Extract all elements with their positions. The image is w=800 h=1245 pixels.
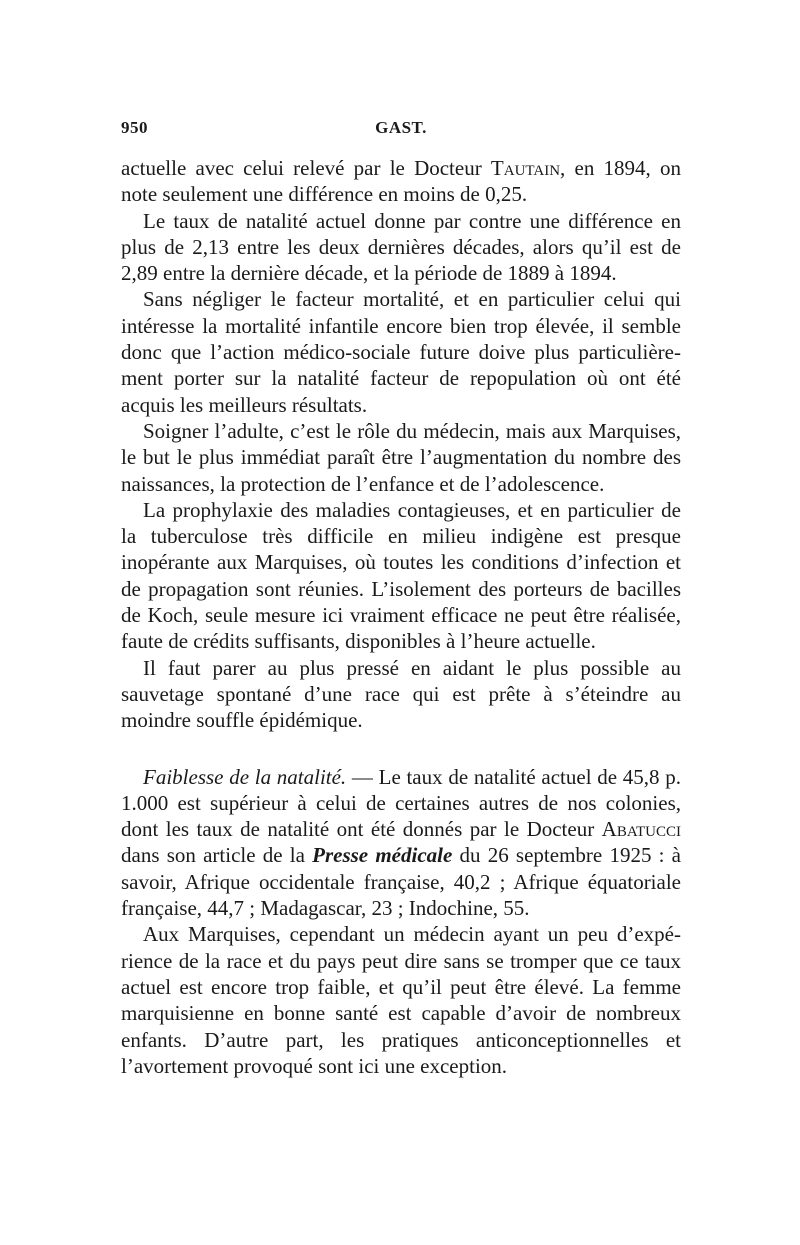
running-head <box>121 118 681 144</box>
section-heading: Faiblesse de la natalité. <box>143 764 347 789</box>
paragraph-7-text-c: du 26 septembre 1925 : à savoir, Afrique occidentale française, 40,2 ; Afrique équatoriale française, 44,7 ; Madagascar, 23 ; Indochine, 55. <box>121 843 682 921</box>
paragraph-7-text-a: — Le taux de natalité actuel de 45,8 p. 1.000 est supérieur à celui de certaines autres de nos colonies, dont les taux de natalité ont été donnés par le Docteur <box>121 764 681 842</box>
author-name-tautain: Tautain <box>490 156 561 180</box>
page-number: 950 <box>121 118 148 137</box>
paragraph-1 <box>121 155 681 208</box>
paragraph-1-text-a: actuelle avec celui relevé par le Docteur <box>121 156 491 180</box>
paragraph-7 <box>121 764 681 922</box>
paragraph-1-text-b: , en 1894, on note seulement une différence en moins de 0,25. <box>121 156 681 207</box>
paragraph-6: Il faut parer au plus pressé en aidant le plus possible au sauvetage spontané d’une race qui est prête à s’éteindre au moindre souffle épidémique. <box>121 655 681 733</box>
paragraph-8: Aux Marquises, cependant un médecin ayant un peu d’expérience de la race et du pays peut dire sans se tromper que ce taux actuel est encore trop faible, et qu’il peut être élevé. La femme marquisienne en bonne santé est capable d’avoir de nombreux enfants. D’autre part, les pratiques anticonceptionnelles et l’avortement provoqué sont ici une exception. <box>121 922 681 1078</box>
author-name-abatucci: Abatucci <box>601 817 681 842</box>
paragraph-7-text-b: dans son article de la <box>121 843 313 868</box>
paragraph-5: La prophylaxie des maladies contagieuses, et en particulier de la tuberculose très difficile en milieu indigène est presque inopérante aux Marquises, où toutes les conditions d’infection et de propagation sont réunies. L’isolement des porteurs de bacilles de Koch, seule mesure ici vraiment efficace ne peut être réalisée, faute de crédits suffisants, disponibles à l’heure actuelle. <box>121 497 681 654</box>
paragraph-4: Soigner l’adulte, c’est le rôle du médecin, mais aux Marquises, le but le plus immédiat paraît être l’augmentation du nombre des naissances, la protection de l’enfance et de l’adolescence. <box>121 418 681 496</box>
journal-title: Presse médicale <box>312 843 453 868</box>
paragraph-2: Le taux de natalité actuel donne par contre une différence en plus de 2,13 entre les deux dernières décades, alors qu’il est de 2,89 entre la dernière décade, et la période de 1889 à 1894. <box>121 208 681 286</box>
body-text <box>121 155 681 1079</box>
paragraph-3: Sans négliger le facteur mortalité, et en particulier celui qui intéresse la mortalité infantile encore bien trop élevée, il semble donc que l’action médico-sociale future doive plus particulièrement porter sur la natalité facteur de repopulation où ont été acquis les meilleurs résultats. <box>121 287 681 417</box>
section-gap <box>121 734 681 764</box>
header-title: GAST. <box>375 118 427 137</box>
